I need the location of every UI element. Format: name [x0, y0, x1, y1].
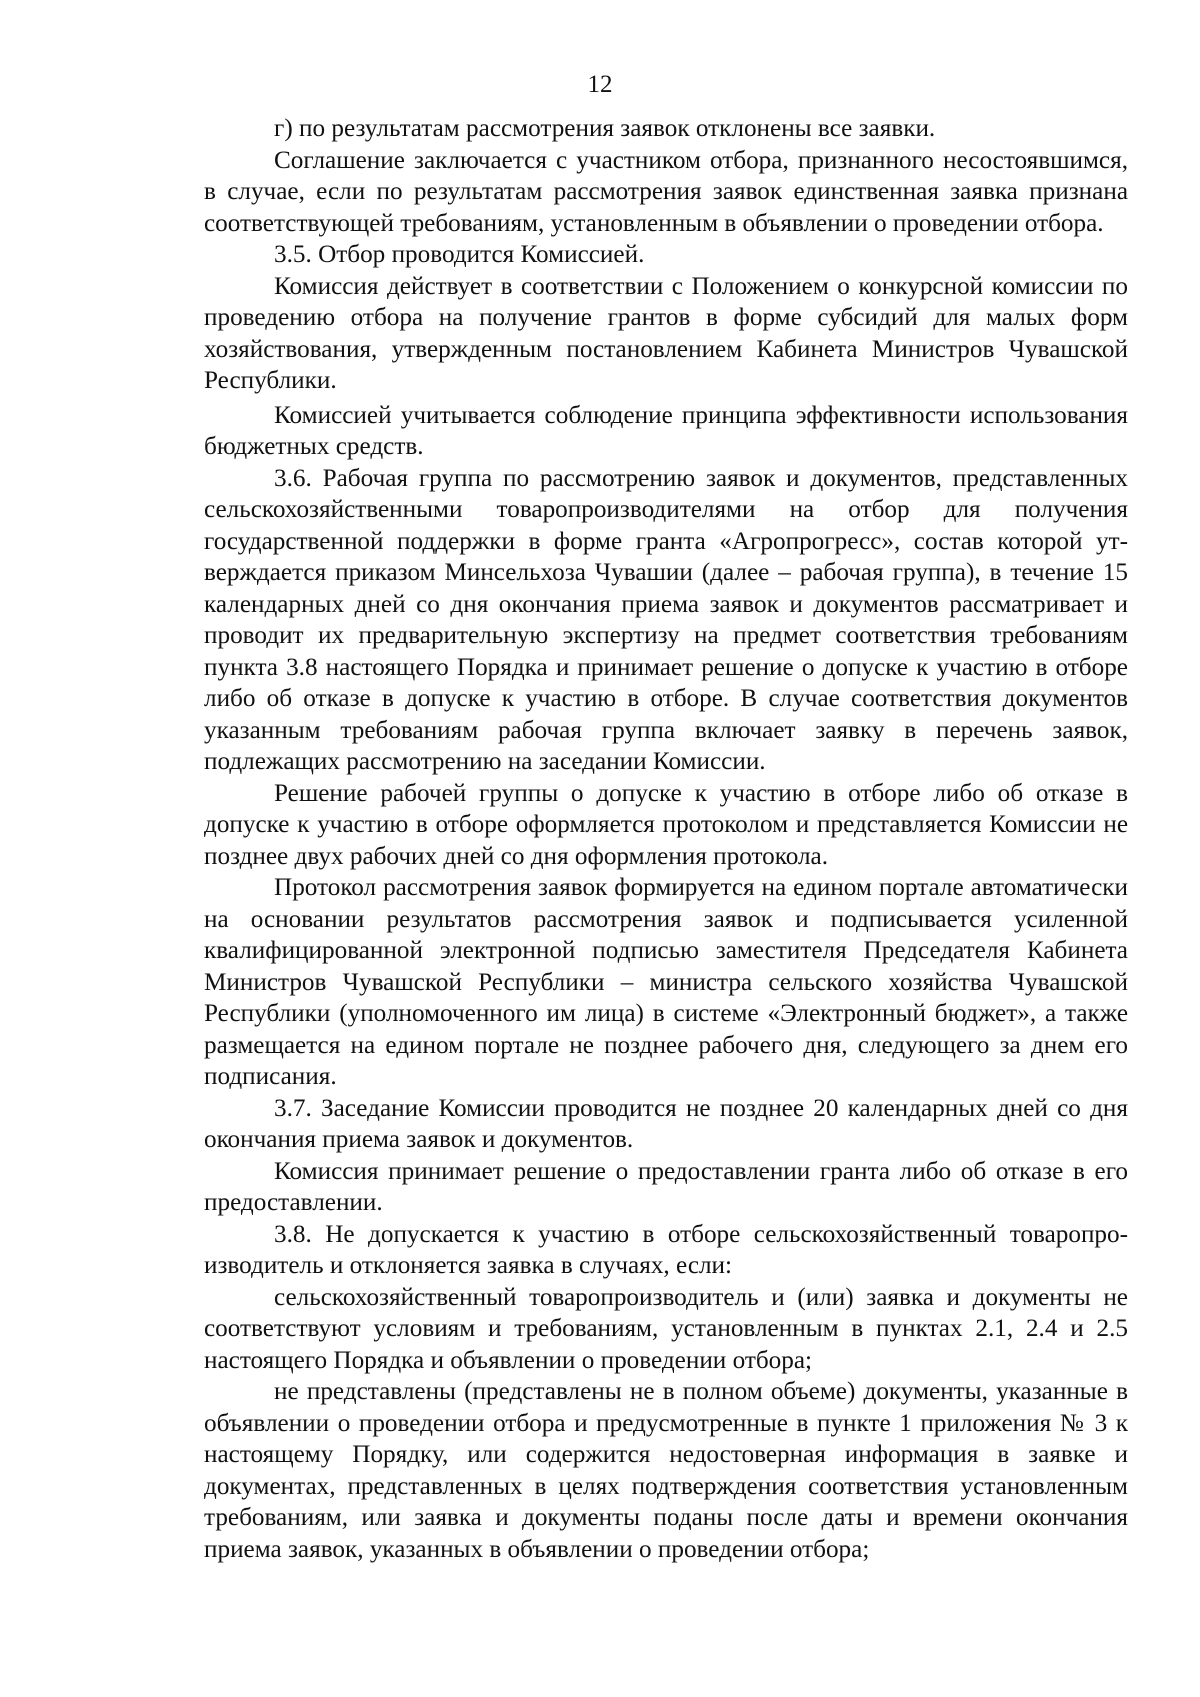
- paragraph-agreement: Соглашение заключается с участником отбора, признанного несостоявшимся, в случае, если по результатам рассмотрения заявок единственная заявка признана соответствующей требованиям, установленным в объявлении о проведении отбора.: [204, 146, 1128, 237]
- paragraph-protocol: Протокол рассмотрения заявок формируется на едином портале автоматически на основании результатов рассмотрения заявок и подписывается усиленной квалифицированной электронной подписью заместителя Председателя Кабинета Министров Чувашской Республики – министра сельского хозяйства Чувашской Республики (уполномоченного им лица) в системе «Электронный бюджет», а также размещается на едином портале не позднее рабочего дня, следующего за днем его подписания.: [204, 874, 1128, 1090]
- paragraph-3-5: 3.5. Отбор проводится Комиссией.: [274, 241, 645, 268]
- document-body: [204, 113, 1128, 1565]
- paragraph-commission-decision: Комиссия принимает решение о предоставлении гранта либо об отказе в его предоставлении.: [204, 1157, 1128, 1216]
- paragraph-item-g: г) по результатам рассмотрения заявок отклонены все заявки.: [274, 115, 936, 142]
- paragraph-documents-missing: не представлены (представлены не в полном объеме) документы, указанные в объявлении о проведении отбора и предусмотренные в пункте 1 приложения № 3 к настоящему Порядку, или содержится недостоверная информация в заявке и документах, представленных в целях подтверждения соответствия установленным требованиям, или заявка и документы поданы после даты и времени окончания приема заявок, указанных в объявлении о проведении отбора;: [204, 1378, 1128, 1563]
- paragraph-working-group-decision: Решение рабочей группы о допуске к участию в отборе либо об отказе в допуске к участию в отборе оформляется протоколом и представляется Комиссии не позднее двух рабочих дней со дня оформления протокола.: [204, 779, 1128, 870]
- paragraph-3-7: 3.7. Заседание Комиссии проводится не позднее 20 календарных дней со дня окончания приема заявок и документов.: [204, 1094, 1128, 1153]
- page-number: 12: [587, 71, 613, 98]
- paragraph-3-6: 3.6. Рабочая группа по рассмотрению заявок и документов, представленных сельскохозяйственными товаропроизводителями на отбор для получения государственной поддержки в форме гранта «Агропрогресс», состав которой утверждается приказом Минсельхоза Чувашии (далее – рабочая группа), в течение 15 календарных дней со дня окончания приема заявок и документов рассматривает и проводит их предварительную экспертизу на предмет соответствия требованиям пункта 3.8 настоящего Порядка и принимает решение о допуске к участию в отборе либо об отказе в допуске к участию в отборе. В случае соответствия документов указанным требованиям рабочая группа включает заявку в перечень заявок, подлежащих рассмотрению на заседании Комиссии.: [204, 464, 1128, 775]
- paragraph-efficiency: Комиссией учитывается соблюдение принципа эффективности использования бюджетных средств.: [204, 401, 1128, 460]
- paragraph-commission-regulation: Комиссия действует в соответствии с Положением о конкурсной комиссии по проведению отбора на получение грантов в форме субсидий для малых форм хозяйствования, утвержденным постановлением Кабинета Министров Чувашской Республики.: [204, 272, 1128, 394]
- paragraph-3-8: 3.8. Не допускается к участию в отборе сельскохозяйственный товаропроизводитель и отклоняется заявка в случаях, если:: [204, 1220, 1128, 1279]
- paragraph-nonconformity: сельскохозяйственный товаропроизводитель и (или) заявка и документы не соответствуют условиям и требованиям, установленным в пунктах 2.1, 2.4 и 2.5 настоящего Порядка и объявлении о проведении отбора;: [204, 1283, 1128, 1374]
